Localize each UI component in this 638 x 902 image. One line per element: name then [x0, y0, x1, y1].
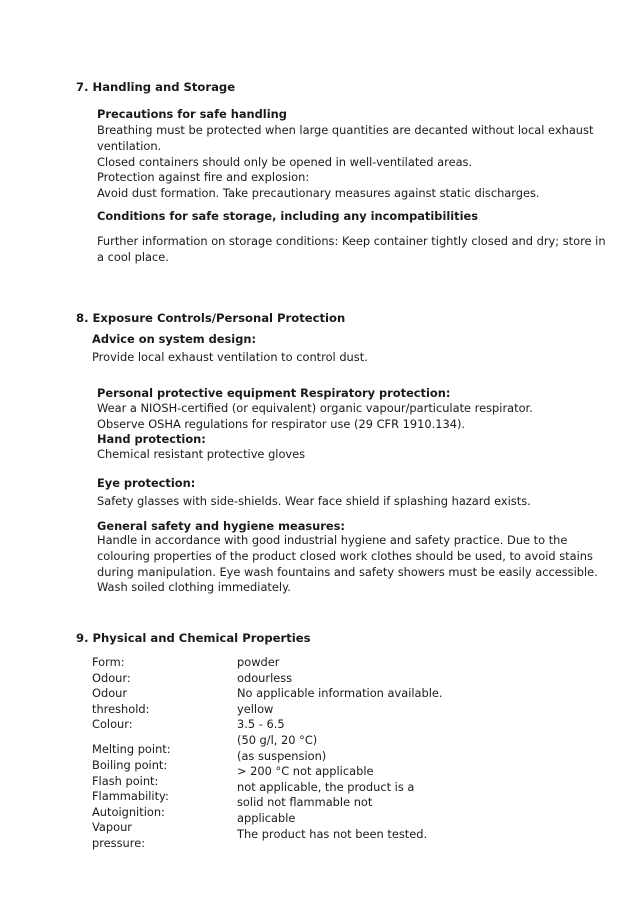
- text-line: Further information on storage conditions: Keep container tightly closed and dry; store in: [97, 234, 606, 248]
- ppe-text: [97, 401, 533, 433]
- hand-protection-text: Chemical resistant protective gloves: [97, 447, 306, 461]
- property-value: applicable: [237, 810, 296, 825]
- property-value: The product has not been tested.: [237, 826, 428, 841]
- hand-protection-heading: Hand protection:: [97, 432, 206, 446]
- hygiene-text: [97, 533, 598, 596]
- property-value: (as suspension): [237, 748, 327, 763]
- property-value: powder: [237, 655, 280, 669]
- text-line: Wash soiled clothing immediately.: [97, 580, 291, 595]
- safe-storage-text: [97, 234, 606, 266]
- property-label-clipped: Colour:: [92, 717, 133, 732]
- text-line: Handle in accordance with good industrial hygiene and safety practice. Due to the: [97, 533, 568, 547]
- property-label: threshold:: [92, 701, 150, 716]
- property-value: not applicable, the product is a: [237, 779, 415, 794]
- text-line: colouring properties of the product closed work clothes should be used, to avoid stains: [97, 548, 593, 563]
- text-line: during manipulation. Eye wash fountains and safety showers must be easily accessible.: [97, 564, 598, 579]
- property-value: > 200 °C not applicable: [237, 764, 374, 779]
- ppe-heading: Personal protective equipment Respiratory protection:: [97, 386, 451, 400]
- property-value: (50 g/l, 20 °C): [237, 732, 318, 747]
- system-design-text: Provide local exhaust ventilation to control dust.: [92, 350, 368, 364]
- system-design-heading: Advice on system design:: [92, 332, 257, 346]
- text-line: ventilation.: [97, 138, 162, 153]
- property-label: Odour: [92, 686, 128, 701]
- text-line: Avoid dust formation. Take precautionary measures against static discharges.: [97, 186, 540, 201]
- property-label: Boiling point:: [92, 757, 168, 772]
- eye-protection-heading: Eye protection:: [97, 476, 196, 490]
- safe-handling-heading: Precautions for safe handling: [97, 107, 287, 121]
- property-value: 3.5 - 6.5: [237, 717, 285, 732]
- property-value: No applicable information available.: [237, 686, 443, 701]
- section-7-title: 7. Handling and Storage: [76, 80, 236, 94]
- property-label: Melting point:: [92, 742, 171, 757]
- section-8-title: 8. Exposure Controls/Personal Protection: [76, 311, 346, 325]
- text-line: a cool place.: [97, 249, 169, 264]
- property-labels: [92, 655, 171, 852]
- text-line: Closed containers should only be opened in well-ventilated areas.: [97, 154, 473, 169]
- eye-protection-text: Safety glasses with side-shields. Wear face shield if splashing hazard exists.: [97, 494, 531, 508]
- text-line: Observe OSHA regulations for respirator use (29 CFR 1910.134).: [97, 416, 466, 431]
- property-label: pressure:: [92, 835, 146, 850]
- safe-handling-text: [97, 123, 593, 202]
- property-label: Autoignition:: [92, 804, 165, 819]
- property-label: Flash point:: [92, 773, 159, 788]
- safe-storage-heading: Conditions for safe storage, including any incompatibilities: [97, 209, 479, 223]
- property-label: Form:: [92, 655, 125, 669]
- section-9-title: 9. Physical and Chemical Properties: [76, 631, 311, 645]
- text-line: Breathing must be protected when large quantities are decanted without local exhaust: [97, 123, 594, 137]
- property-value: solid not flammable not: [237, 795, 373, 810]
- text-line: Wear a NIOSH-certified (or equivalent) organic vapour/particulate respirator.: [97, 401, 533, 415]
- text-line: Protection against fire and explosion:: [97, 170, 310, 185]
- property-value: yellow: [237, 701, 274, 716]
- property-value: odourless: [237, 670, 293, 685]
- property-label: Flammability:: [92, 789, 169, 804]
- property-label: Vapour: [92, 820, 132, 835]
- property-values: [237, 655, 443, 842]
- hygiene-heading: General safety and hygiene measures:: [97, 519, 345, 533]
- property-label: Odour:: [92, 670, 131, 685]
